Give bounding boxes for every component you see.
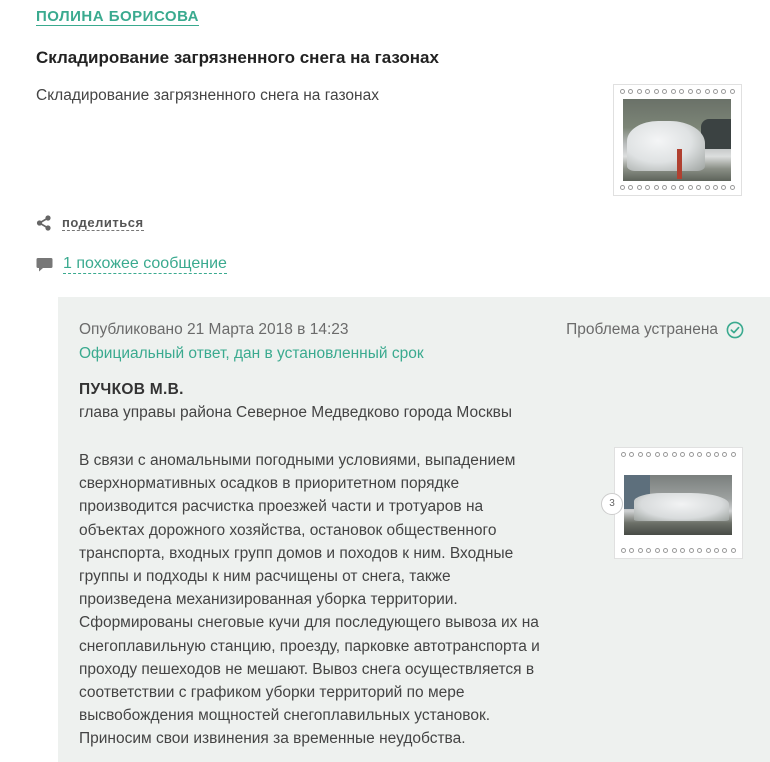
author-name[interactable]: ПОЛИНА БОРИСОВА xyxy=(36,8,199,25)
share-link[interactable]: поделиться xyxy=(62,215,144,230)
answer-line: проходу пешеходов не мешают. Вывоз снега осуществляется в xyxy=(79,660,535,678)
answer-line: В связи с аномальными погодными условиями, выпадением xyxy=(79,452,516,469)
film-perforation-bottom xyxy=(621,548,736,556)
answer-body xyxy=(79,449,599,751)
snow-pile-photo xyxy=(623,99,731,181)
similar-messages-link[interactable]: 1 похожее сообщение xyxy=(63,255,227,272)
published-date: Опубликовано 21 Марта 2018 в 14:23 xyxy=(79,321,349,338)
responder-role: глава управы района Северное Медведково города Москвы xyxy=(79,404,513,421)
post-title: Складирование загрязненного снега на газонах xyxy=(36,48,439,67)
photo-count-badge[interactable]: 3 xyxy=(601,493,623,515)
answer-line: Приносим свои извинения за временные неудобства. xyxy=(79,730,466,748)
answer-line: сверхнормативных осадков в приоритетном порядке xyxy=(79,475,460,493)
check-circle-icon xyxy=(726,321,744,339)
answer-line: Сформированы снеговые кучи для последующего вывоза их на xyxy=(79,614,539,632)
share-icon xyxy=(36,215,52,231)
status-badge xyxy=(566,321,744,339)
speech-bubble-icon xyxy=(36,256,53,273)
answer-line: объектах дорожного хозяйства, остановок общественного xyxy=(79,521,497,539)
status-text: Проблема устранена xyxy=(566,321,718,338)
film-perforation-top xyxy=(620,89,735,97)
answer-photo[interactable] xyxy=(609,447,743,559)
film-perforation-top xyxy=(621,452,736,460)
answer-line: произведена механизированная уборка территории. xyxy=(79,591,458,609)
post-photo[interactable] xyxy=(613,84,742,196)
answer-line: снегоплавильную станцию, проезду, парковке автотранспорта и xyxy=(79,637,540,655)
film-perforation-bottom xyxy=(620,185,735,193)
official-answer-label: Официальный ответ, дан в установленный срок xyxy=(79,345,424,362)
answer-line: группы и подходы к ним расчищены от снега, также xyxy=(79,568,451,586)
official-answer-panel xyxy=(58,297,770,762)
share-action[interactable] xyxy=(36,215,144,231)
similar-messages-action[interactable] xyxy=(36,254,227,274)
responder-name: ПУЧКОВ М.В. xyxy=(79,381,184,398)
post-description: Складирование загрязненного снега на газонах xyxy=(36,87,379,104)
answer-line: соответствии с графиком уборки территорий по мере xyxy=(79,684,465,702)
cleared-snow-photo xyxy=(624,475,732,535)
answer-line: высвобождения мощностей снегоплавильных установок. xyxy=(79,707,491,725)
answer-line: производится расчистка проезжей части и тротуаров на xyxy=(79,498,484,516)
answer-line: транспорта, входных групп домов и походов к ним. Входные xyxy=(79,544,514,562)
